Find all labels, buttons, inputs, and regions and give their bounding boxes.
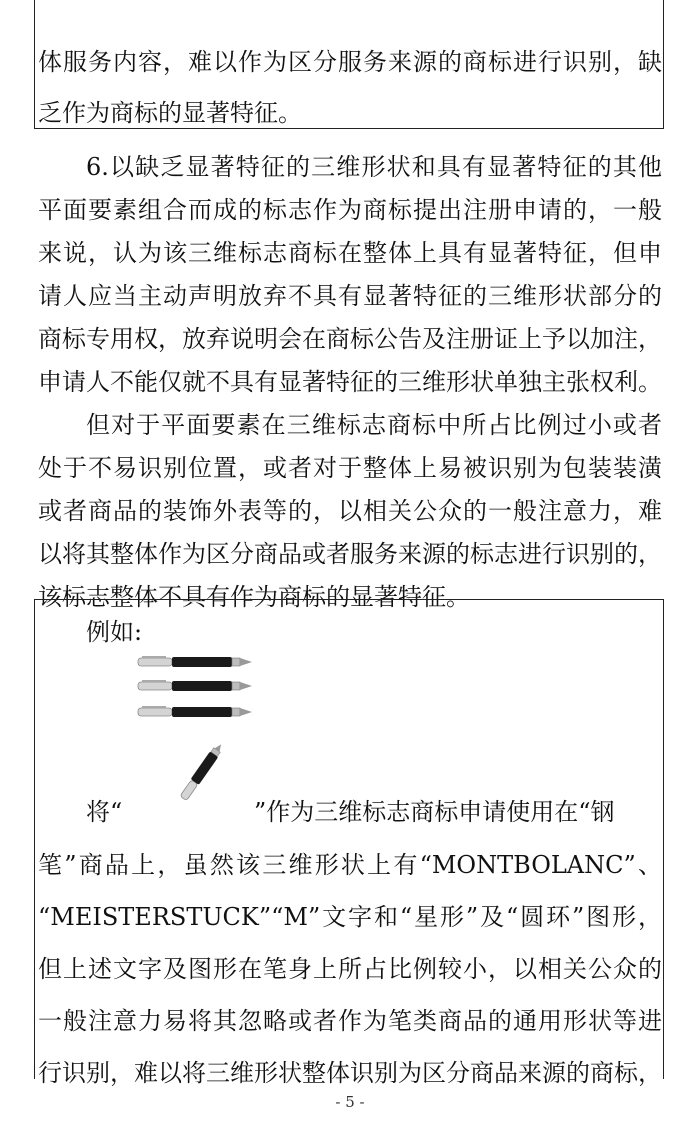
pen-horizontal [138, 656, 252, 667]
example-line-start: 将“ [86, 798, 123, 826]
pen-horizontal [138, 706, 252, 717]
three-pens-image [134, 652, 256, 724]
paragraph-but-line: 但对于平面要素在三维标志商标中所占比例过小或者 [86, 411, 662, 439]
example-line: 一般注意力易将其忽略或者作为笔类商品的通用形状等进 [38, 1007, 662, 1035]
paragraph-6-line: 商标专用权，放弃说明会在商标公告及注册证上予以加注， [38, 325, 662, 353]
paragraph-6-line: 6.以缺乏显著特征的三维形状和具有显著特征的其他 [86, 153, 662, 181]
paragraph-but-line: 该标志整体不具有作为商标的显著特征。 [38, 583, 470, 611]
paragraph-6-line: 请人应当主动声明放弃不具有显著特征的三维形状部分的 [38, 282, 662, 310]
diagonal-pen-image [168, 732, 234, 814]
top-box-line: 乏作为商标的显著特征。 [38, 99, 302, 127]
paragraph-6-line: 来说，认为该三维标志商标在整体上具有显著特征，但申 [38, 239, 662, 267]
top-box-line: 体服务内容，难以作为区分服务来源的商标进行识别，缺 [38, 48, 662, 76]
example-line-end: ”作为三维标志商标申请使用在“钢 [254, 798, 615, 826]
pen-horizontal [138, 680, 252, 691]
example-line: 笔”商品上，虽然该三维形状上有“MONTBOLANC”、 [38, 851, 662, 879]
paragraph-but-line: 以将其整体作为区分商品或者服务来源的标志进行识别的， [38, 540, 662, 568]
example-line: 但上述文字及图形在笔身上所占比例较小，以相关公众的 [38, 955, 662, 983]
paragraph-6-line: 申请人不能仅就不具有显著特征的三维形状单独主张权利。 [38, 368, 662, 396]
paragraph-but-line: 处于不易识别位置，或者对于整体上易被识别为包装装潢 [38, 454, 662, 482]
paragraph-6-line: 平面要素组合而成的标志作为商标提出注册申请的，一般 [38, 196, 662, 224]
example-label: 例如: [86, 618, 143, 646]
page-number: - 5 - [335, 1093, 365, 1111]
paragraph-but-line: 或者商品的装饰外表等的，以相关公众的一般注意力，难 [38, 497, 662, 525]
example-line: 行识别，难以将三维形状整体识别为区分商品来源的商标， [38, 1059, 662, 1087]
example-line: “MEISTERSTUCK”“M”文字和“星形”及“圆环”图形， [38, 903, 662, 931]
